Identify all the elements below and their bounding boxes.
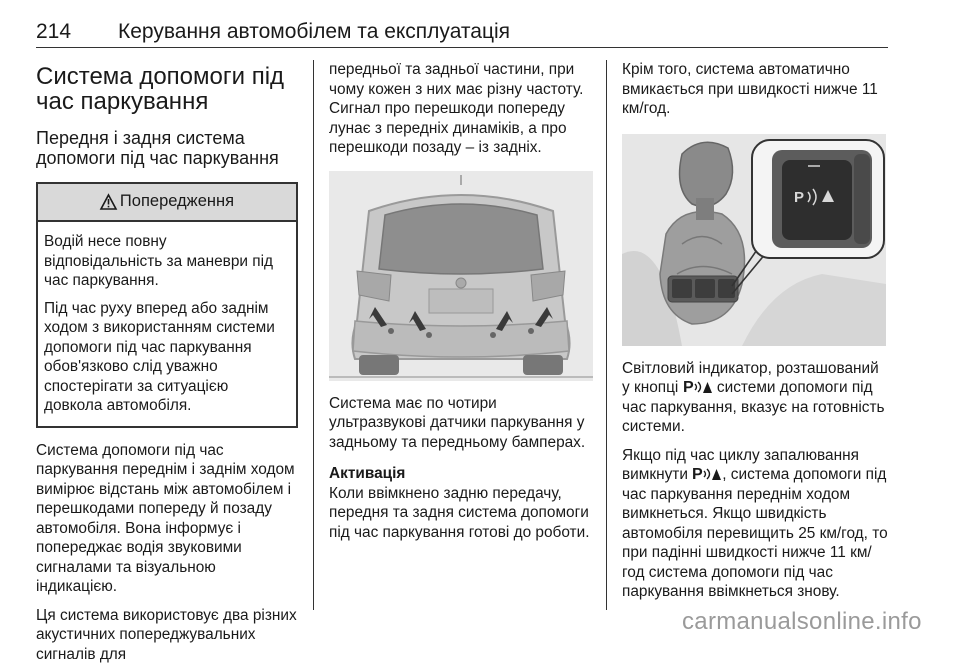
paragraph-1: Система допомоги під час паркування переднім і заднім ходом вимірює відстань між автомобілем і перешкодами попереду й позаду автомобіля. Вона інформує і попереджає водія звуковими сигналами та візуальною індикацією. (36, 441, 298, 597)
paragraph-5: Коли ввімкнено задню передачу, передня та задня система допомоги під час паркування готові до роботи. (329, 484, 593, 543)
column-1 (36, 60, 298, 664)
paragraph-6: Крім того, система автоматично вмикається при швидкості нижче 11 км/год. (622, 60, 890, 119)
warning-triangle-icon (100, 194, 117, 210)
car-rear-drawing (329, 171, 593, 381)
section-title: Система допомоги під час паркування (36, 64, 298, 114)
paragraph-7-end: системи допомоги під час паркування, вказує на готовність системи. (622, 379, 885, 435)
svg-text:P: P (683, 379, 694, 396)
header-rule (36, 47, 888, 48)
paragraph-7-start: Світловий індикатор, розташований у кнопці (622, 360, 879, 397)
paragraph-7 (622, 359, 890, 437)
activation-heading: Активація (329, 464, 593, 484)
svg-text:P: P (794, 189, 804, 206)
park-assist-button-illustration (622, 134, 886, 346)
warning-paragraph-2: Під час руху вперед або заднім ходом з використанням системи допомоги під час паркування обов'язково слід уважно спостерігати за ситуацією довкола автомобіля. (44, 299, 288, 416)
rear-sensors-illustration (329, 171, 593, 381)
paragraph-3: передньої та задньої частини, при чому кожен з них має різну частоту. Сигнал про перешкоди попереду лунає з передніх динаміків, а про перешкоди позаду – із задніх. (329, 60, 593, 158)
watermark: carmanualsonline.info (682, 608, 922, 636)
page-number: 214 (36, 20, 71, 44)
warning-body (38, 222, 296, 426)
chapter-title: Керування автомобілем та експлуатація (118, 20, 510, 44)
column-2 (329, 60, 593, 542)
column-3 (622, 60, 890, 602)
warning-box (36, 182, 298, 428)
column-divider-1 (313, 60, 314, 610)
console-drawing (622, 134, 886, 346)
svg-text:P: P (692, 466, 703, 483)
warning-title: Попередження (120, 192, 234, 212)
paragraph-8 (622, 446, 890, 602)
column-divider-2 (606, 60, 607, 610)
subsection-title: Передня і задня система допомоги під час паркування (36, 128, 298, 168)
park-assist-icon (692, 465, 722, 481)
park-assist-icon (683, 378, 713, 394)
warning-paragraph-1: Водій несе повну відповідальність за маневри під час паркування. (44, 232, 288, 291)
paragraph-8-end: , система допомоги під час паркування переднім ходом вимкнеться. Якщо швидкість автомобіля перевищить 25 км/год, то при падінні швидкості нижче 11 км/год система допомоги під час паркування ввімкнеться знову. (622, 466, 888, 600)
warning-header (38, 184, 296, 222)
paragraph-4: Система має по чотири ультразвукові датчики паркування у задньому та передньому бамперах. (329, 394, 593, 453)
paragraph-2: Ця система використовує два різних акустичних попереджувальних сигналів для (36, 606, 298, 664)
paragraph-8-start: Якщо під час циклу запалювання вимкнути (622, 447, 859, 484)
